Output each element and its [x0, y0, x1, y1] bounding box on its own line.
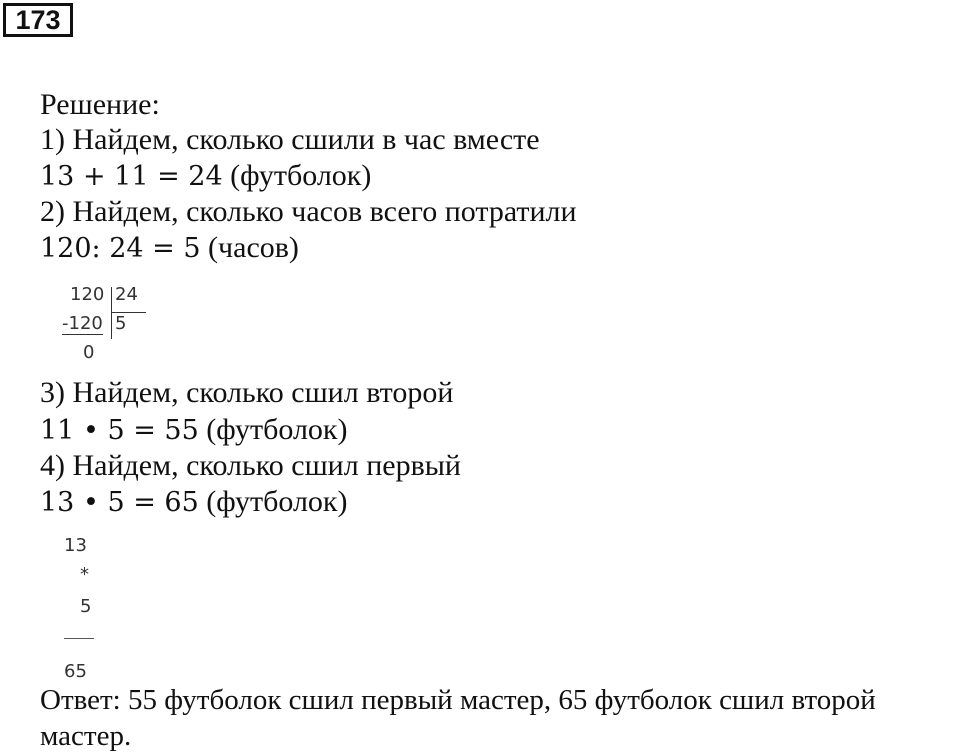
step-2-equation: [40, 231, 299, 266]
division-vertical-bar: [111, 287, 112, 339]
task-number-badge: 173: [3, 3, 73, 37]
step-3-unit: (футболок): [198, 413, 348, 446]
division-dividend: 120: [70, 284, 105, 305]
step-2-unit: (часов): [200, 231, 299, 264]
division-remainder: 0: [83, 342, 95, 363]
step-4-text: 4) Найдем, сколько сшил первый: [40, 449, 461, 482]
multiplication-result: 65: [64, 661, 87, 682]
step-1-text: 1) Найдем, сколько сшили в час вместе: [40, 123, 540, 156]
answer-text: Ответ: 55 футболок сшил первый мастер, 65 футболок сшил второй мастер.: [40, 684, 876, 752]
step-1-unit: (футболок): [222, 159, 372, 192]
step-3-math: 11 • 5 = 55: [40, 415, 199, 446]
step-4-equation: [40, 485, 347, 520]
step-4-math: 13 • 5 = 65: [40, 487, 199, 518]
solution-heading: Решение:: [40, 88, 160, 121]
multiplication-operator: *: [80, 564, 89, 585]
column-multiplication: [62, 534, 112, 684]
step-1-equation: [40, 159, 371, 194]
division-subtrahend: -120: [62, 313, 103, 334]
step-3-text: 3) Найдем, сколько сшил второй: [40, 376, 454, 409]
step-2-text: 2) Найдем, сколько часов всего потратили: [40, 195, 577, 228]
step-4-unit: (футболок): [198, 485, 348, 518]
multiplication-factor-2: 5: [80, 596, 92, 617]
multiplication-factor-1: 13: [64, 535, 87, 556]
step-3-equation: [40, 413, 347, 448]
step-1-math: 13 + 11 = 24: [40, 161, 223, 192]
step-2-math: 120: 24 = 5: [40, 233, 201, 264]
long-division-calculation: [62, 285, 147, 365]
division-divisor: 24: [115, 284, 138, 305]
multiplication-rule: [64, 638, 94, 639]
division-quotient: 5: [115, 313, 127, 334]
